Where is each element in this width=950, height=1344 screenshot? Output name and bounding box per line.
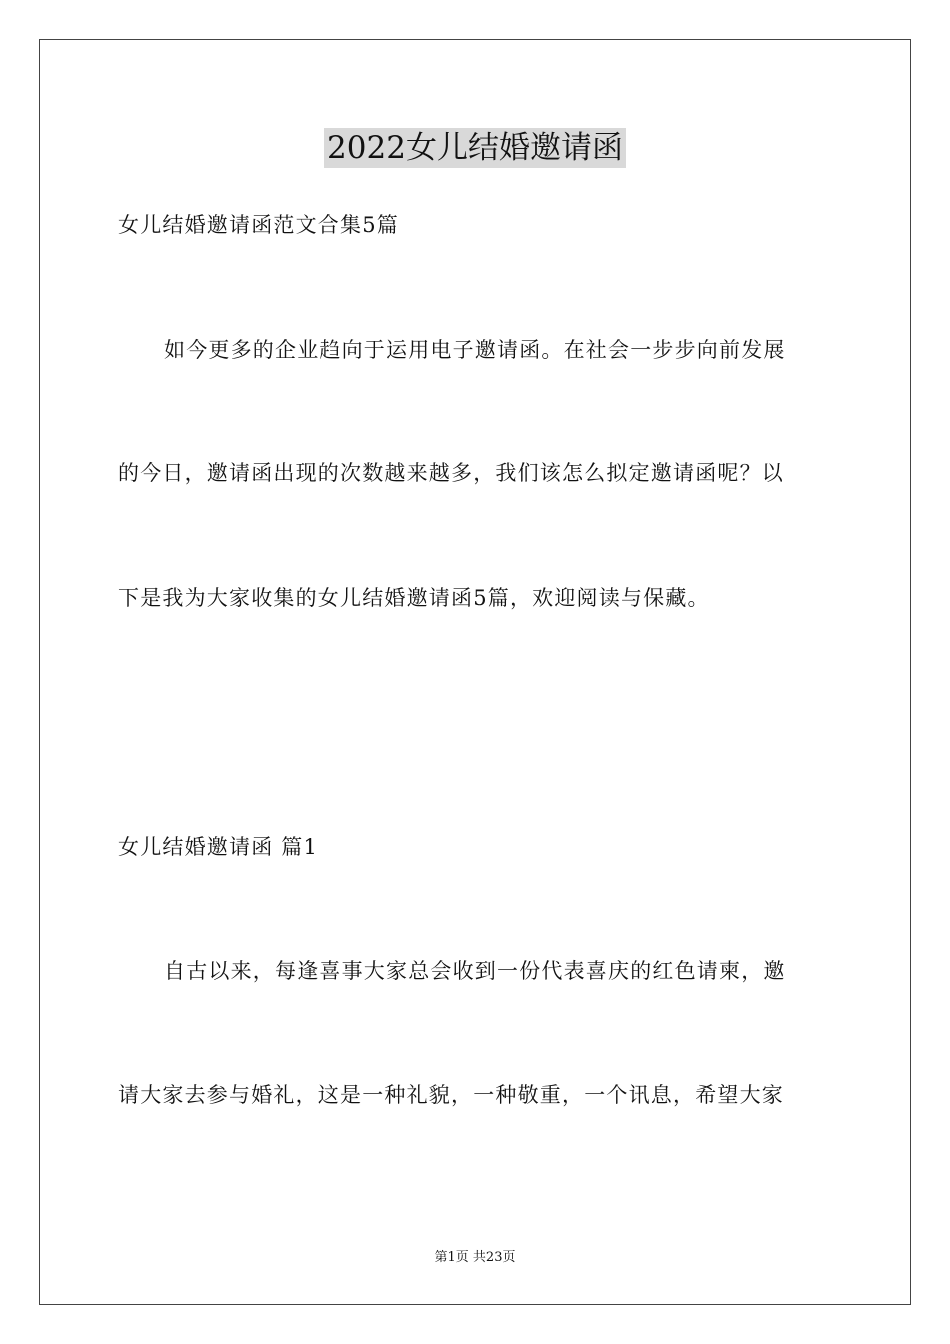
- document-title: 2022女儿结婚邀请函: [324, 128, 626, 168]
- intro-line-2: 的今日，邀请函出现的次数越来越多，我们该怎么拟定邀请函呢？以: [118, 461, 784, 485]
- intro-line-1: 如今更多的企业趋向于运用电子邀请函。在社会一步步向前发展: [164, 338, 786, 362]
- section-heading: 女儿结婚邀请函 篇1: [118, 835, 319, 859]
- section-line-2: 请大家去参与婚礼，这是一种礼貌，一种敬重，一个讯息，希望大家: [118, 1083, 784, 1107]
- title-container: [0, 128, 950, 168]
- section-line-1: 自古以来，每逢喜事大家总会收到一份代表喜庆的红色请柬，邀: [164, 959, 786, 983]
- intro-line-3: 下是我为大家收集的女儿结婚邀请函5篇，欢迎阅读与保藏。: [118, 586, 710, 610]
- page-footer: 第1页 共23页: [434, 1250, 516, 1265]
- document-subtitle: 女儿结婚邀请函范文合集5篇: [118, 213, 399, 237]
